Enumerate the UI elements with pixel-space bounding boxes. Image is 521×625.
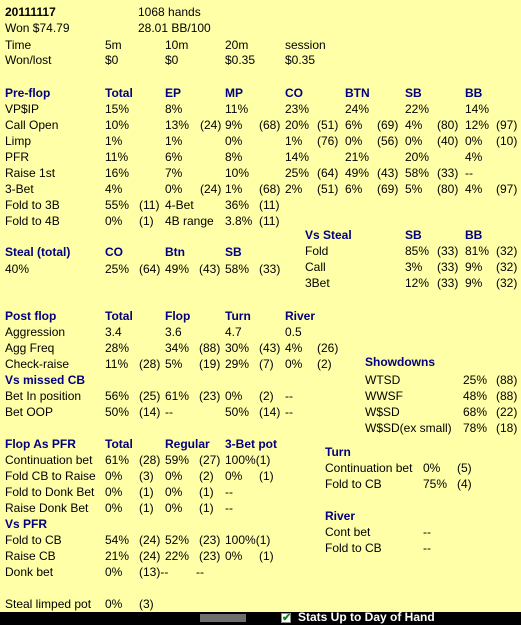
stat-value: 0.5 <box>285 325 302 339</box>
vs-pfr-title: Vs PFR <box>5 517 48 531</box>
stat-value: 49% <box>345 166 370 180</box>
stat-count: (40) <box>437 134 459 148</box>
stat-value: 52% <box>165 533 190 547</box>
stat-count: (51) <box>317 118 339 132</box>
stat-count: (11) <box>139 198 160 212</box>
stat-label: Fold <box>305 244 329 258</box>
stat-value: 100%(1) <box>225 533 271 547</box>
stat-value: 1% <box>105 134 123 148</box>
stat-value: 23% <box>285 102 310 116</box>
stat-value: 0% <box>225 389 243 403</box>
stat-value: 14% <box>465 102 490 116</box>
flop-pfr-title: Flop As PFR <box>5 437 76 451</box>
stat-count: (1) <box>139 485 154 499</box>
stat-value: 0% <box>165 469 183 483</box>
stat-value: 0% <box>105 485 123 499</box>
stat-count: (23) <box>199 549 221 563</box>
stat-count: (28) <box>139 453 161 467</box>
stat-value: -- <box>225 485 233 499</box>
missed-cb-title: Vs missed CB <box>5 373 86 387</box>
stat-count: (28) <box>139 357 161 371</box>
stat-count: (32) <box>496 260 518 274</box>
stat-label: Raise Donk Bet <box>5 501 89 515</box>
stat-value: 13% <box>165 118 190 132</box>
stat-value: 20% <box>285 118 310 132</box>
steal-total: 40% <box>5 262 30 276</box>
preflop-col-ep: EP <box>165 86 182 100</box>
stat-value: 25% <box>285 166 310 180</box>
showdowns-title: Showdowns <box>365 355 435 369</box>
preflop-col-bb: BB <box>465 86 483 100</box>
stat-count: (97) <box>496 118 518 132</box>
stat-count: (5) <box>457 461 472 475</box>
steal-col-co: CO <box>105 245 123 259</box>
stat-value: 68% <box>463 405 488 419</box>
stat-count: (1) <box>139 501 154 515</box>
vs-steal-col-bb: BB <box>465 228 483 242</box>
stat-label: Check-raise <box>5 357 70 371</box>
stat-value: 22% <box>405 102 430 116</box>
col-5m: 5m <box>105 38 122 52</box>
stat-label: Continuation bet <box>5 453 93 467</box>
stat-count: (2) <box>317 357 332 371</box>
stat-count: (23) <box>199 389 221 403</box>
stat-count: (80) <box>437 182 459 196</box>
stats-up-to-day-label[interactable]: Stats Up to Day of Hand <box>298 610 435 624</box>
preflop-col-sb: SB <box>405 86 422 100</box>
stat-value: 0% <box>225 549 243 563</box>
stat-value: 4% <box>285 341 303 355</box>
stat-value: 0% <box>105 597 123 611</box>
stat-label: 3-Bet <box>5 182 34 196</box>
stat-value: 48% <box>463 389 488 403</box>
stat-label: Bet In position <box>5 389 82 403</box>
stat-count: (2) <box>199 469 214 483</box>
steal-title: Steal (total) <box>5 245 71 259</box>
wonlost-10m: $0 <box>165 53 179 67</box>
flop-pfr-col-3bet: 3-Bet pot <box>225 437 277 451</box>
stat-count: (32) <box>496 244 518 258</box>
stat-count: (2) <box>259 389 274 403</box>
stat-count: (24) <box>139 533 161 547</box>
stat-value: 29% <box>225 357 250 371</box>
stat-count: (4) <box>457 477 472 491</box>
stat-label: PFR <box>5 150 29 164</box>
stat-count: (69) <box>377 118 399 132</box>
stat-value: 16% <box>105 166 130 180</box>
stat-value: 11% <box>225 102 249 116</box>
stat-count: (1) <box>259 549 274 563</box>
stat-value: 50% <box>105 405 130 419</box>
stat-count: (80) <box>437 118 459 132</box>
stat-value: 10% <box>105 118 130 132</box>
stat-value: 0% <box>345 134 363 148</box>
stat-label: 4B range <box>165 214 214 228</box>
stat-count: (33) <box>437 260 459 274</box>
stat-count: (69) <box>377 182 399 196</box>
stat-count: (33) <box>437 166 459 180</box>
stat-count: (1) <box>139 214 154 228</box>
wonlost-20m: $0.35 <box>225 53 256 67</box>
stat-count: (24) <box>200 118 222 132</box>
postflop-col-river: River <box>285 309 316 323</box>
stat-value: 4% <box>405 118 423 132</box>
vs-steal-col-sb: SB <box>405 228 422 242</box>
stat-count: (88) <box>496 389 518 403</box>
stat-count: (43) <box>259 341 281 355</box>
stat-value: 1% <box>225 182 243 196</box>
stat-value: 10% <box>225 166 250 180</box>
stat-count: (11) <box>259 214 280 228</box>
turn-title: Turn <box>325 445 351 459</box>
vs-steal-title: Vs Steal <box>305 228 352 242</box>
stat-value: 100%(1) <box>225 453 271 467</box>
stat-value: 21% <box>105 549 130 563</box>
postflop-col-flop: Flop <box>165 309 191 323</box>
stat-count: (23) <box>199 533 221 547</box>
stat-value: 0% <box>105 501 123 515</box>
stat-label: Fold to CB <box>325 541 382 555</box>
stat-value: 9% <box>225 118 243 132</box>
stat-label: Donk bet <box>5 565 54 579</box>
stat-value: 61% <box>165 389 190 403</box>
stat-count: (1) <box>259 469 274 483</box>
stat-label: Call <box>305 260 326 274</box>
stat-count: (68) <box>259 118 281 132</box>
stat-value: 21% <box>345 150 370 164</box>
stat-value: 3.6 <box>165 325 182 339</box>
stat-value: 11% <box>105 357 129 371</box>
stat-value: 78% <box>463 421 488 435</box>
stat-value: 61% <box>105 453 130 467</box>
preflop-col-mp: MP <box>225 86 243 100</box>
stat-value: 4% <box>105 182 123 196</box>
stat-count: (13)-- <box>139 565 169 579</box>
stat-value: 55% <box>105 198 130 212</box>
stat-count: (64) <box>139 262 161 276</box>
preflop-col-btn: BTN <box>345 86 370 100</box>
stat-value: 1% <box>285 134 303 148</box>
stat-value: 59% <box>165 453 190 467</box>
stat-count: (14) <box>259 405 281 419</box>
stat-value: -- <box>285 405 293 419</box>
stat-count: (14) <box>139 405 161 419</box>
postflop-col-turn: Turn <box>225 309 251 323</box>
stat-label: 4-Bet <box>165 198 194 212</box>
flop-pfr-col-total: Total <box>105 437 133 451</box>
check-icon: ✔ <box>282 612 292 624</box>
stat-count: (88) <box>496 373 518 387</box>
stat-value: 20% <box>405 150 430 164</box>
stat-value: 0% <box>285 357 303 371</box>
stat-count: (43) <box>377 166 399 180</box>
stat-value: 0% <box>105 565 123 579</box>
stat-value: 30% <box>225 341 250 355</box>
stat-value: 11% <box>105 150 129 164</box>
stat-value: 6% <box>345 118 363 132</box>
stat-value: 9% <box>465 276 483 290</box>
stat-count: (27) <box>199 453 221 467</box>
preflop-title: Pre-flop <box>5 86 51 100</box>
stat-label: Bet OOP <box>5 405 54 419</box>
stat-label: Call Open <box>5 118 59 132</box>
stat-count: (3) <box>139 469 154 483</box>
stat-value: 49% <box>165 262 190 276</box>
stat-value: 3% <box>405 260 423 274</box>
stat-value: 50% <box>225 405 250 419</box>
stat-count: (24) <box>200 182 222 196</box>
stat-value: -- <box>225 501 233 515</box>
stat-value: -- <box>423 541 431 555</box>
stat-label: 3Bet <box>305 276 330 290</box>
stat-value: -- <box>423 525 431 539</box>
stat-count: (33) <box>437 244 459 258</box>
stat-count: (64) <box>317 166 339 180</box>
stat-value: 25% <box>105 262 130 276</box>
stat-value: 0% <box>465 134 483 148</box>
stat-count: (26) <box>317 341 339 355</box>
stat-count: (97) <box>496 182 518 196</box>
stat-label: Aggression <box>5 325 66 339</box>
stat-value: -- <box>285 389 293 403</box>
bottom-bar <box>0 612 521 624</box>
stat-count: (24) <box>139 549 161 563</box>
stat-value: 8% <box>225 150 243 164</box>
wonlost-label: Won/lost <box>5 53 52 67</box>
stat-label: Steal limped pot <box>5 597 92 611</box>
stat-value: 3.4 <box>105 325 122 339</box>
stat-value: 9% <box>465 260 483 274</box>
stat-value: 4.7 <box>225 325 242 339</box>
stat-count: (88) <box>199 341 221 355</box>
stat-value: 36% <box>225 198 250 212</box>
session-id: 20111117 <box>5 5 56 19</box>
stat-value: 2% <box>285 182 303 196</box>
stat-count: (7) <box>259 357 274 371</box>
stat-count: (11) <box>259 198 280 212</box>
stat-label: Fold to CB <box>325 477 382 491</box>
stat-label: WTSD <box>365 373 401 387</box>
stat-value: 4% <box>465 150 483 164</box>
stat-value: 0% <box>105 214 123 228</box>
stat-count: (51) <box>317 182 339 196</box>
stat-count: (76) <box>317 134 339 148</box>
stat-label: Fold CB to Raise <box>5 469 96 483</box>
stat-value: 0% <box>105 469 123 483</box>
stat-value: 28% <box>105 341 130 355</box>
stat-label: W$SD <box>365 405 400 419</box>
stat-value: 81% <box>465 244 490 258</box>
stat-value: 0% <box>225 469 243 483</box>
steal-col-sb: SB <box>225 245 242 259</box>
stat-value: 6% <box>165 150 183 164</box>
stat-label: Raise 1st <box>5 166 56 180</box>
col-10m: 10m <box>165 38 189 52</box>
stat-value: 0% <box>405 134 423 148</box>
stat-value: 24% <box>345 102 370 116</box>
stat-label: Limp <box>5 134 32 148</box>
stat-value: 7% <box>165 166 183 180</box>
stat-value: 3.8% <box>225 214 253 228</box>
stat-label: Fold to 4B <box>5 214 60 228</box>
stats-up-to-day-checkbox[interactable] <box>281 613 291 623</box>
stat-value: 58% <box>225 262 250 276</box>
stat-count: (32) <box>496 276 518 290</box>
stat-count: (1) <box>199 485 214 499</box>
stat-value: 12% <box>405 276 430 290</box>
preflop-col-total: Total <box>105 86 133 100</box>
stat-label: W$SD(ex small) <box>365 421 452 435</box>
stat-count: (33) <box>437 276 459 290</box>
stat-value: 0% <box>165 182 183 196</box>
bb-rate: 28.01 BB/100 <box>138 21 211 35</box>
won-amount: Won $74.79 <box>5 21 70 35</box>
stat-count: (68) <box>259 182 281 196</box>
stat-value: 0% <box>423 461 441 475</box>
stat-count: (19) <box>199 357 221 371</box>
stat-count: (1) <box>199 501 214 515</box>
stat-count: (25) <box>139 389 161 403</box>
stat-value: 0% <box>165 501 183 515</box>
stat-value: 4% <box>465 182 483 196</box>
stat-value: 5% <box>165 357 183 371</box>
time-label: Time <box>5 38 32 52</box>
stat-value: 22% <box>165 549 190 563</box>
stat-value: 8% <box>165 102 183 116</box>
wonlost-5m: $0 <box>105 53 119 67</box>
steal-col-btn: Btn <box>165 245 185 259</box>
hands-count: 1068 hands <box>138 5 201 19</box>
stat-count: (33) <box>259 262 281 276</box>
col-session: session <box>285 38 326 52</box>
stat-value: 6% <box>345 182 363 196</box>
river-title: River <box>325 509 356 523</box>
stat-value: -- <box>196 565 204 579</box>
stat-value: 58% <box>405 166 430 180</box>
stat-count: (10) <box>496 134 518 148</box>
stat-value: 85% <box>405 244 430 258</box>
stat-label: WWSF <box>365 389 403 403</box>
stat-label: Raise CB <box>5 549 56 563</box>
postflop-title: Post flop <box>5 309 57 323</box>
stat-label: Cont bet <box>325 525 371 539</box>
col-20m: 20m <box>225 38 249 52</box>
stat-value: 34% <box>165 341 190 355</box>
stat-value: 15% <box>105 102 130 116</box>
stat-value: -- <box>165 405 173 419</box>
wonlost-session: $0.35 <box>285 53 316 67</box>
stat-count: (43) <box>199 262 221 276</box>
stat-count: (22) <box>496 405 518 419</box>
stat-label: Agg Freq <box>5 341 55 355</box>
stat-value: 12% <box>465 118 490 132</box>
stat-label: Fold to 3B <box>5 198 60 212</box>
postflop-col-total: Total <box>105 309 133 323</box>
stat-value: 56% <box>105 389 130 403</box>
stat-label: Continuation bet <box>325 461 413 475</box>
stat-count: (56) <box>377 134 399 148</box>
stat-value: 54% <box>105 533 130 547</box>
stat-value: -- <box>465 166 473 180</box>
flop-pfr-col-regular: Regular <box>165 437 210 451</box>
stat-value: 5% <box>405 182 423 196</box>
stat-value: 0% <box>165 485 183 499</box>
stat-value: 1% <box>165 134 183 148</box>
stat-count: (3) <box>139 597 154 611</box>
stat-value: 14% <box>285 150 310 164</box>
stat-label: VP$IP <box>5 102 40 116</box>
stat-value: 75% <box>423 477 448 491</box>
stat-value: 0% <box>225 134 243 148</box>
scrollbar-thumb[interactable] <box>200 614 246 622</box>
stat-label: Fold to CB <box>5 533 62 547</box>
stat-value: 25% <box>463 373 488 387</box>
stat-count: (18) <box>496 421 518 435</box>
preflop-col-co: CO <box>285 86 303 100</box>
stat-label: Fold to Donk Bet <box>5 485 95 499</box>
